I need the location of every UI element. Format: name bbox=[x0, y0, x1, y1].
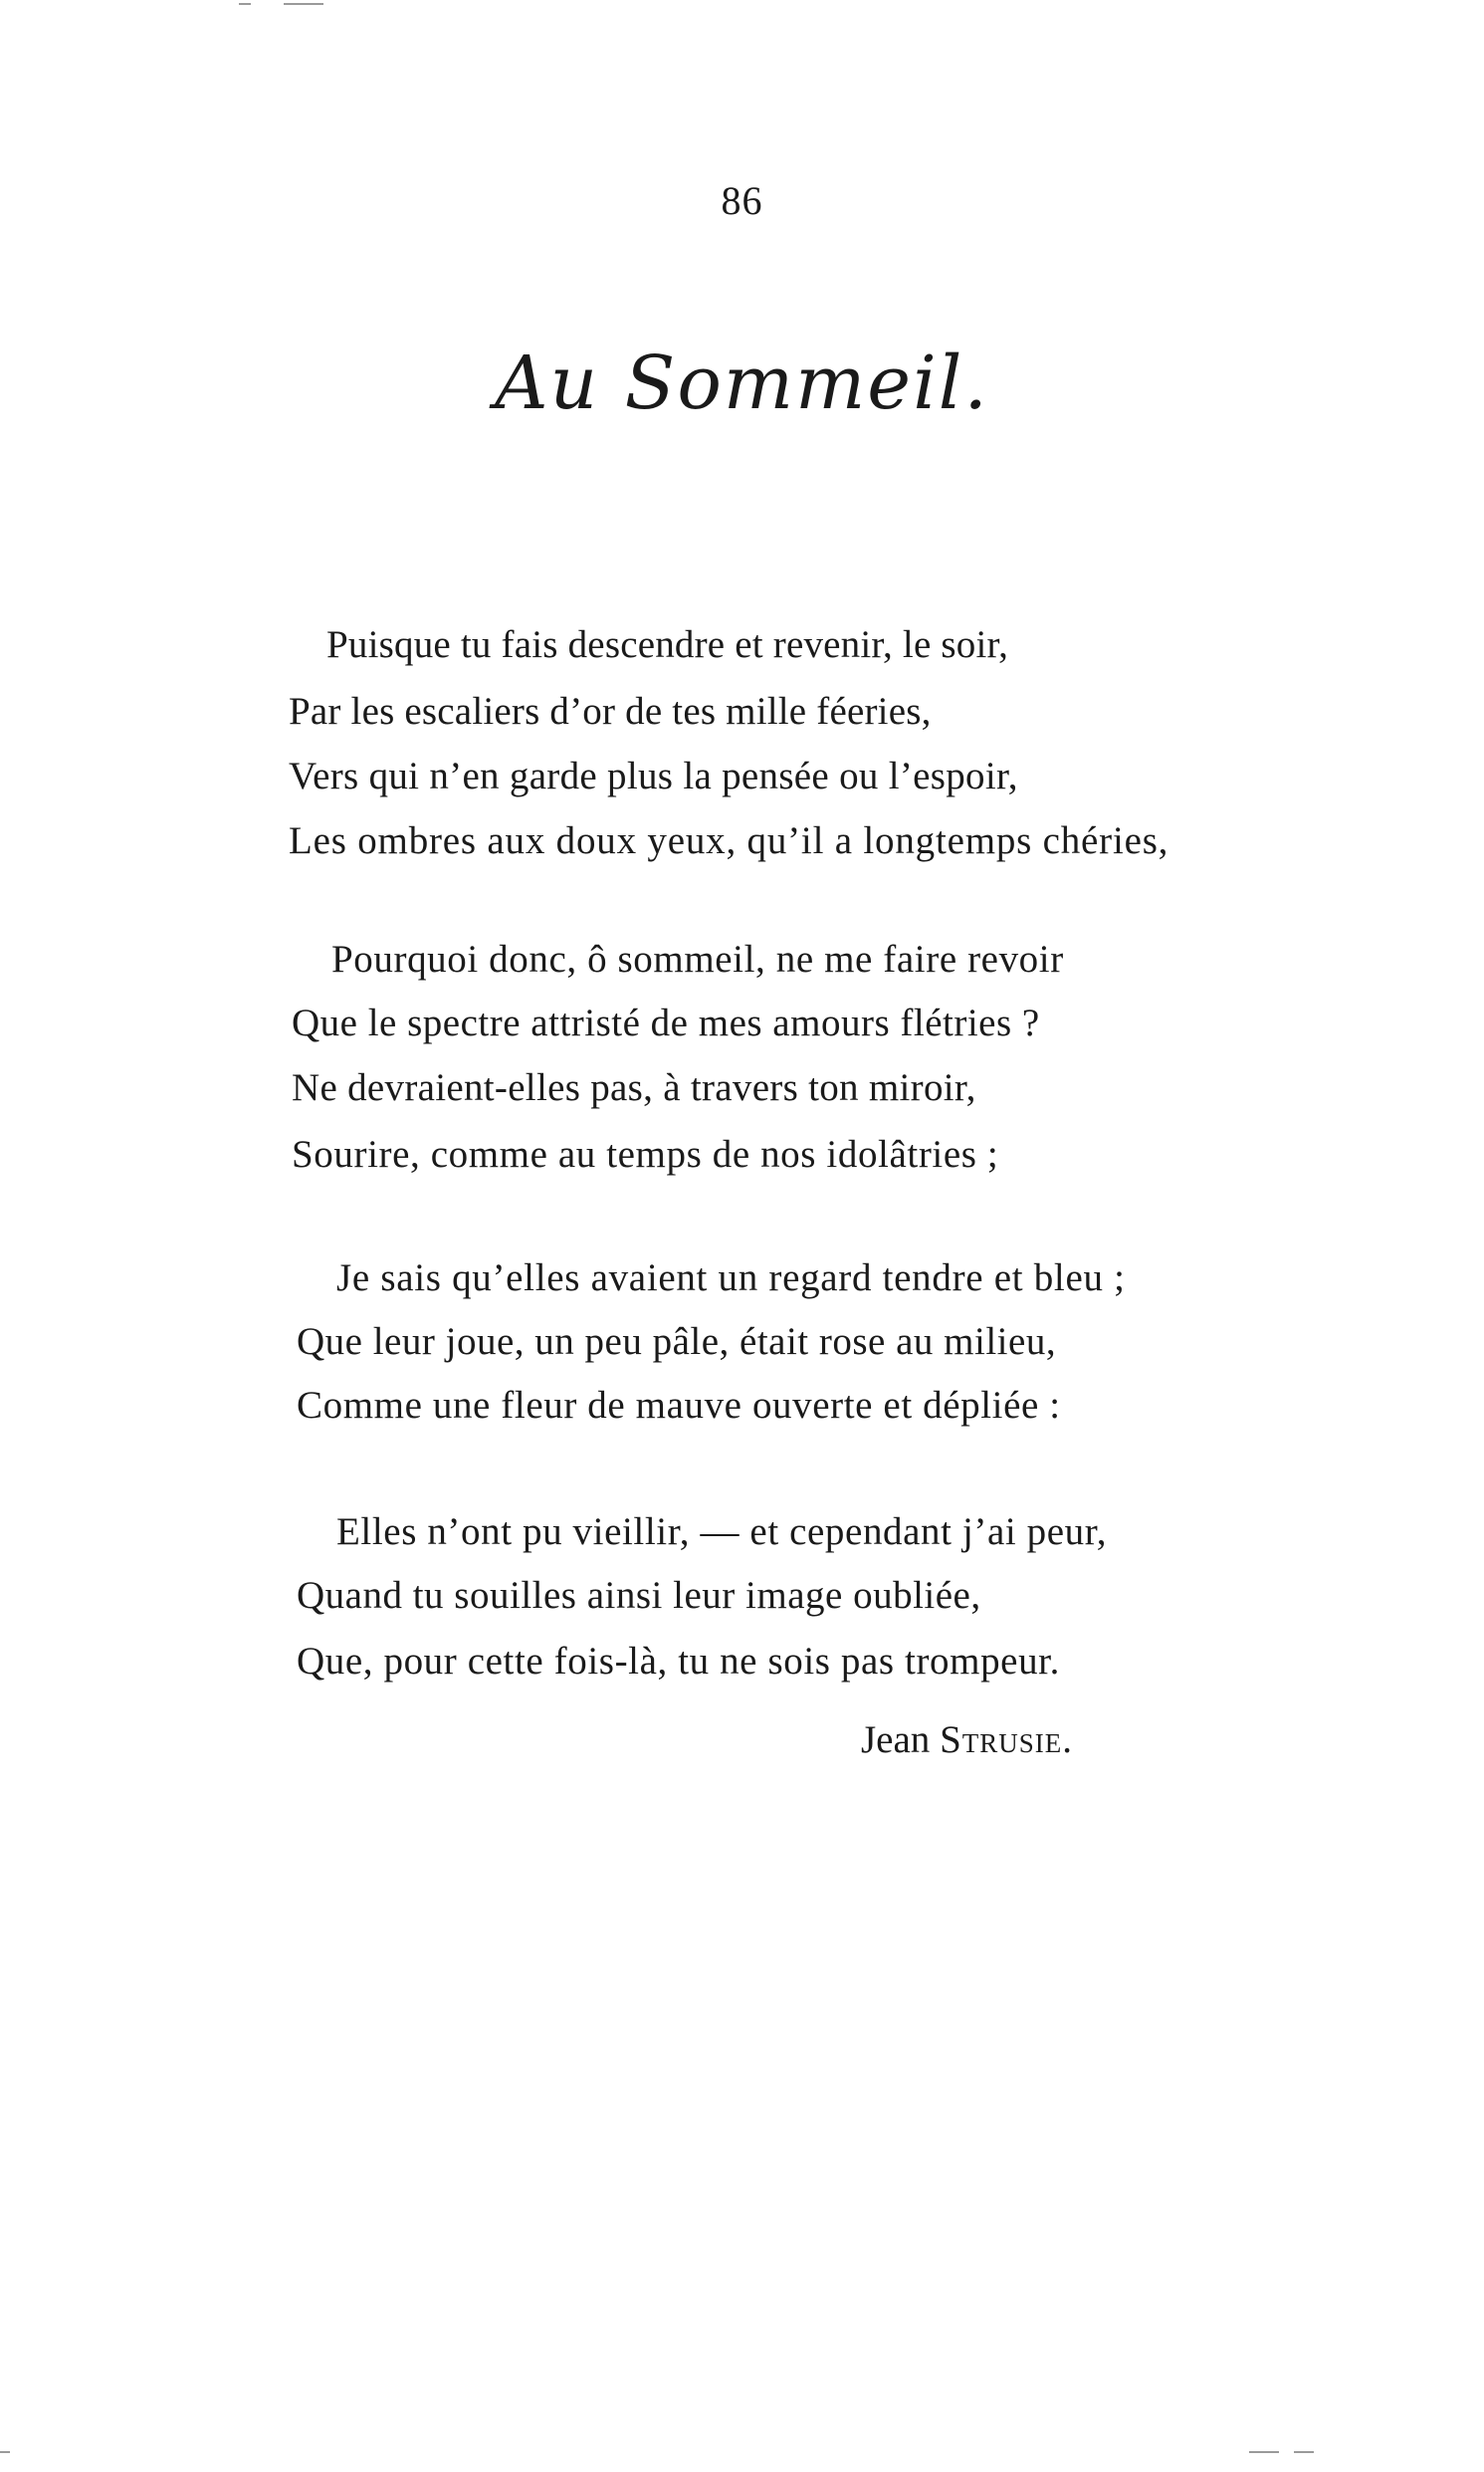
author-signature bbox=[861, 1718, 1073, 1762]
poem-line: Elles n’ont pu vieillir, — et cependant j’ai peur, bbox=[336, 1510, 1108, 1553]
poem-line: Par les escaliers d’or de tes mille féeries, bbox=[289, 690, 932, 733]
poem-line: Puisque tu fais descendre et revenir, le soir, bbox=[326, 623, 1009, 666]
poem-line: Que leur joue, un peu pâle, était rose au milieu, bbox=[297, 1320, 1057, 1363]
poem-line: Ne devraient-elles pas, à travers ton miroir, bbox=[292, 1066, 976, 1109]
scan-edge-mark bbox=[1294, 2451, 1314, 2453]
poem-line: Pourquoi donc, ô sommeil, ne me faire revoir bbox=[331, 938, 1064, 981]
poem-title: Au Sommeil. bbox=[495, 340, 989, 426]
author-first-name: Jean bbox=[861, 1718, 931, 1761]
poem-line: Vers qui n’en garde plus la pensée ou l’espoir, bbox=[289, 755, 1018, 797]
poem-line: Sourire, comme au temps de nos idolâtries ; bbox=[292, 1133, 999, 1176]
page-number: 86 bbox=[721, 178, 763, 223]
scan-edge-mark bbox=[0, 2451, 10, 2453]
author-surname: Strusie. bbox=[940, 1718, 1074, 1761]
poem-line: Quand tu souilles ainsi leur image oubliée, bbox=[297, 1574, 981, 1617]
poem-line: Que le spectre attristé de mes amours flétries ? bbox=[292, 1002, 1040, 1044]
scan-edge-mark bbox=[1249, 2451, 1279, 2453]
poem-line: Que, pour cette fois-là, tu ne sois pas trompeur. bbox=[297, 1640, 1060, 1683]
poem-line: Les ombres aux doux yeux, qu’il a longtemps chéries, bbox=[289, 819, 1169, 862]
poem-line: Comme une fleur de mauve ouverte et dépliée : bbox=[297, 1384, 1061, 1427]
poem-line: Je sais qu’elles avaient un regard tendre et bleu ; bbox=[336, 1256, 1126, 1299]
